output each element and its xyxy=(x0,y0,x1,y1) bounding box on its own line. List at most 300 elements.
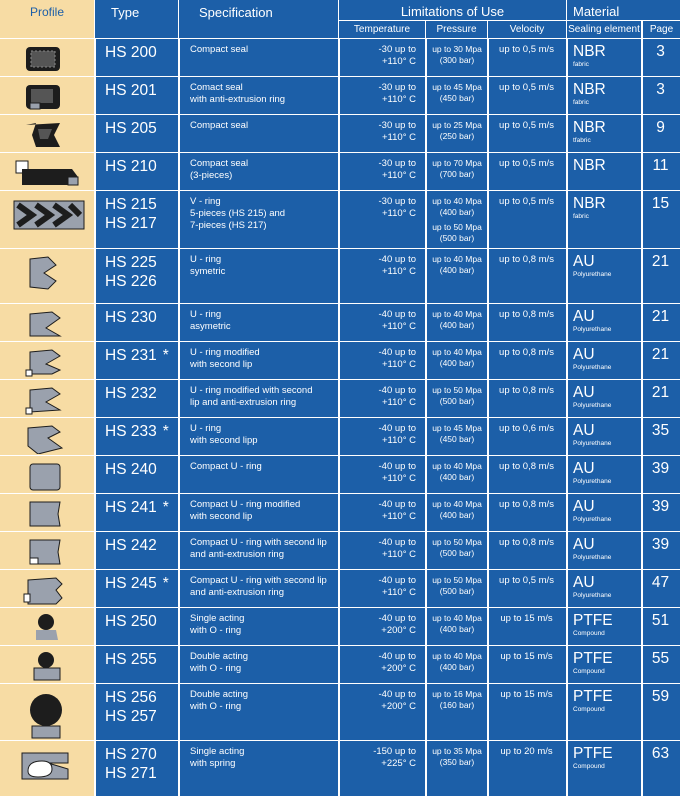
material-value: PTFE xyxy=(573,745,613,762)
specification-cell xyxy=(179,379,338,417)
spec-line: with O - ring xyxy=(190,625,242,636)
temp-line: -40 up to xyxy=(378,651,416,662)
pressure-line: up to 40 Mpa xyxy=(432,461,482,471)
pressure-line: up to 50 Mpa xyxy=(432,575,482,585)
table-row xyxy=(0,303,680,341)
pressure-line: up to 40 Mpa xyxy=(432,196,482,206)
profile-ptfe-double-acting-icon xyxy=(8,648,86,682)
spec-line: symetric xyxy=(190,266,226,277)
profile-cell xyxy=(0,569,94,607)
page-cell xyxy=(642,455,680,493)
temperature-cell xyxy=(339,740,425,796)
velocity-value: up to 15 m/s xyxy=(500,651,553,662)
material-cell xyxy=(567,152,641,190)
velocity-cell xyxy=(488,114,566,152)
type-line: HS 270 xyxy=(105,746,157,763)
pressure-line: (300 bar) xyxy=(439,55,475,65)
specification-cell xyxy=(179,190,338,248)
material-cell xyxy=(567,607,641,645)
temp-line: -150 up to xyxy=(373,746,416,757)
temp-line: +200° C xyxy=(381,625,416,636)
pressure-line: up to 50 Mpa xyxy=(432,385,482,395)
type-line: HS 210 xyxy=(105,158,157,175)
pressure-cell xyxy=(426,645,487,683)
type-value xyxy=(105,43,157,62)
page-number: 21 xyxy=(651,308,670,325)
type-value xyxy=(105,384,157,403)
velocity-value: up to 15 m/s xyxy=(500,689,553,700)
page-number: 15 xyxy=(651,195,670,212)
temperature-cell xyxy=(339,76,425,114)
material-value: AU xyxy=(573,574,595,591)
page-cell xyxy=(642,152,680,190)
specification-cell xyxy=(179,341,338,379)
pressure-line: up to 50 Mpa xyxy=(432,222,482,232)
type-value xyxy=(105,460,157,479)
table-row xyxy=(0,531,680,569)
pressure-line: (400 bar) xyxy=(439,358,475,368)
page-cell xyxy=(642,190,680,248)
type-value xyxy=(105,498,169,517)
spec-line: Compact U - ring modified xyxy=(190,499,301,510)
type-line: HS 201 xyxy=(105,82,157,99)
specification-cell xyxy=(179,455,338,493)
table-row xyxy=(0,114,680,152)
spec-line: Double acting xyxy=(190,689,249,700)
pressure-cell xyxy=(426,190,487,248)
velocity-cell xyxy=(488,248,566,303)
table-row xyxy=(0,645,680,683)
spec-line: and anti-extrusion ring xyxy=(190,549,284,560)
material-header: Material xyxy=(567,0,680,20)
type-line: HS 242 xyxy=(105,537,157,554)
profile-cell xyxy=(0,248,94,303)
profile-header: Profile xyxy=(0,0,94,38)
spec-line: (3-pieces) xyxy=(190,170,233,181)
type-line: HS 230 xyxy=(105,309,157,326)
pressure-line: (400 bar) xyxy=(439,265,475,275)
material-value: AU xyxy=(573,422,595,439)
profile-cell xyxy=(0,455,94,493)
pressure-line: (400 bar) xyxy=(439,472,475,482)
table-row xyxy=(0,683,680,740)
spec-line: Double acting xyxy=(190,651,249,662)
velocity-value: up to 20 m/s xyxy=(500,746,553,757)
material-value: NBR xyxy=(573,81,606,98)
profile-cell xyxy=(0,417,94,455)
velocity-cell xyxy=(488,569,566,607)
specification-cell xyxy=(179,683,338,740)
profile-cell xyxy=(0,341,94,379)
velocity-value: up to 0,8 m/s xyxy=(499,347,554,358)
page-number: 47 xyxy=(651,574,670,591)
temp-line: -40 up to xyxy=(378,461,416,472)
material-value: AU xyxy=(573,536,595,553)
page-cell xyxy=(642,76,680,114)
temp-line: -40 up to xyxy=(378,254,416,265)
type-cell xyxy=(95,379,178,417)
spec-line: with spring xyxy=(190,758,236,769)
profile-compact-seal-anti-extrusion-icon xyxy=(8,79,86,113)
pressure-line: up to 40 Mpa xyxy=(432,347,482,357)
specification-cell xyxy=(179,303,338,341)
pressure-line: (450 bar) xyxy=(439,93,475,103)
profile-cell xyxy=(0,38,94,76)
type-cell xyxy=(95,740,178,796)
velocity-value: up to 0,6 m/s xyxy=(499,423,554,434)
profile-cell xyxy=(0,531,94,569)
type-line: HS 256 xyxy=(105,689,157,706)
pressure-line: up to 40 Mpa xyxy=(432,309,482,319)
pressure-cell xyxy=(426,379,487,417)
velocity-cell xyxy=(488,76,566,114)
spec-line: U - ring xyxy=(190,254,222,265)
pressure-cell xyxy=(426,303,487,341)
type-value xyxy=(105,346,169,365)
type-cell xyxy=(95,38,178,76)
material-value: NBR xyxy=(573,43,606,60)
sealing-element-header: Sealing element xyxy=(567,20,641,38)
profile-cell xyxy=(0,493,94,531)
temp-line: -40 up to xyxy=(378,385,416,396)
type-line: HS 250 xyxy=(105,613,157,630)
material-subtype: Compound xyxy=(573,763,605,770)
temp-line: +110° C xyxy=(382,132,416,143)
material-cell xyxy=(567,76,641,114)
pressure-cell xyxy=(426,114,487,152)
specification-cell xyxy=(179,417,338,455)
pressure-line: up to 40 Mpa xyxy=(432,499,482,509)
material-value: AU xyxy=(573,498,595,515)
page-cell xyxy=(642,114,680,152)
table-row xyxy=(0,248,680,303)
table-row xyxy=(0,190,680,248)
material-cell xyxy=(567,531,641,569)
type-cell xyxy=(95,531,178,569)
spec-line: Comact seal xyxy=(190,82,243,93)
profile-compact-u-ring-lips-anti-extrusion-icon xyxy=(8,572,86,606)
profile-compact-seal-notched-icon xyxy=(8,117,86,151)
type-cell xyxy=(95,152,178,190)
temp-line: +110° C xyxy=(382,435,416,446)
velocity-cell xyxy=(488,303,566,341)
profile-cell xyxy=(0,114,94,152)
page-cell xyxy=(642,417,680,455)
specification-cell xyxy=(179,248,338,303)
page-number: 39 xyxy=(651,460,670,477)
type-cell xyxy=(95,248,178,303)
pressure-line: (450 bar) xyxy=(439,434,475,444)
temperature-cell xyxy=(339,303,425,341)
pressure-line: (500 bar) xyxy=(439,233,475,243)
spec-line: 5-pieces (HS 215) and xyxy=(190,208,286,219)
pressure-line: (400 bar) xyxy=(439,624,475,634)
material-cell xyxy=(567,455,641,493)
specification-cell xyxy=(179,493,338,531)
material-subtype: Polyurethane xyxy=(573,271,612,278)
temp-line: +110° C xyxy=(382,587,416,598)
temp-line: +110° C xyxy=(382,473,416,484)
type-value xyxy=(105,119,157,138)
temp-line: -40 up to xyxy=(378,309,416,320)
material-cell xyxy=(567,740,641,796)
temp-line: +110° C xyxy=(382,170,416,181)
velocity-value: up to 0,5 m/s xyxy=(499,82,554,93)
specification-cell xyxy=(179,607,338,645)
pressure-line: up to 40 Mpa xyxy=(432,651,482,661)
spec-line: with O - ring xyxy=(190,663,242,674)
page-cell xyxy=(642,569,680,607)
table-row xyxy=(0,493,680,531)
table-row xyxy=(0,379,680,417)
page-number: 55 xyxy=(651,650,670,667)
material-cell xyxy=(567,379,641,417)
page-number: 3 xyxy=(656,81,665,98)
temp-line: -40 up to xyxy=(378,689,416,700)
profile-v-ring-stack-icon xyxy=(8,193,86,247)
specification-cell xyxy=(179,645,338,683)
type-value xyxy=(105,745,157,783)
pressure-line: (250 bar) xyxy=(439,131,475,141)
spec-line: with second lipp xyxy=(190,435,258,446)
spec-line: with O - ring xyxy=(190,701,242,712)
type-line: HS 226 xyxy=(105,273,157,290)
material-value: PTFE xyxy=(573,612,613,629)
page-cell xyxy=(642,341,680,379)
material-subtype: Polyurethane xyxy=(573,364,612,371)
temperature-cell xyxy=(339,190,425,248)
spec-line: Compact seal xyxy=(190,44,249,55)
material-value: AU xyxy=(573,460,595,477)
profile-compact-u-ring-icon xyxy=(8,458,86,492)
type-value xyxy=(105,81,157,100)
material-value: AU xyxy=(573,346,595,363)
temp-line: +110° C xyxy=(382,397,416,408)
pressure-cell xyxy=(426,683,487,740)
pressure-line: up to 35 Mpa xyxy=(432,746,482,756)
type-value xyxy=(105,574,169,593)
spec-line: U - ring xyxy=(190,423,222,434)
material-value: PTFE xyxy=(573,688,613,705)
pressure-cell xyxy=(426,740,487,796)
velocity-cell xyxy=(488,531,566,569)
temp-line: -40 up to xyxy=(378,423,416,434)
spec-line: Compact seal xyxy=(190,120,249,131)
material-cell xyxy=(567,493,641,531)
temperature-cell xyxy=(339,248,425,303)
page-number: 21 xyxy=(651,253,670,270)
spec-line: with anti-extrusion ring xyxy=(190,94,286,105)
profile-cell xyxy=(0,607,94,645)
velocity-cell xyxy=(488,607,566,645)
table-row xyxy=(0,569,680,607)
specification-cell xyxy=(179,569,338,607)
material-subtype: tfabric xyxy=(573,137,591,144)
material-subtype: fabric xyxy=(573,213,589,220)
page-number: 21 xyxy=(651,346,670,363)
pressure-line: up to 70 Mpa xyxy=(432,158,482,168)
pressure-cell xyxy=(426,152,487,190)
type-cell xyxy=(95,303,178,341)
pressure-cell xyxy=(426,76,487,114)
spec-line: with second lip xyxy=(190,511,253,522)
velocity-value: up to 15 m/s xyxy=(500,613,553,624)
temperature-cell xyxy=(339,683,425,740)
spec-line: and anti-extrusion ring xyxy=(190,587,284,598)
pressure-cell xyxy=(426,607,487,645)
temp-line: -40 up to xyxy=(378,575,416,586)
material-cell xyxy=(567,38,641,76)
temp-line: +110° C xyxy=(382,208,416,219)
modified-marker: * xyxy=(162,347,169,364)
type-cell xyxy=(95,607,178,645)
table-row xyxy=(0,152,680,190)
specification-cell xyxy=(179,152,338,190)
profile-ptfe-double-acting-large-icon xyxy=(8,686,86,739)
page-cell xyxy=(642,607,680,645)
velocity-cell xyxy=(488,493,566,531)
velocity-value: up to 0,5 m/s xyxy=(499,575,554,586)
profile-cell xyxy=(0,76,94,114)
profile-compact-seal-icon xyxy=(8,41,86,75)
page-number: 59 xyxy=(651,688,670,705)
temp-line: -30 up to xyxy=(378,120,416,131)
pressure-line: up to 30 Mpa xyxy=(432,44,482,54)
temperature-cell xyxy=(339,379,425,417)
velocity-cell xyxy=(488,341,566,379)
material-value: NBR xyxy=(573,195,606,212)
velocity-cell xyxy=(488,683,566,740)
material-cell xyxy=(567,417,641,455)
page-number: 21 xyxy=(651,384,670,401)
temp-line: -30 up to xyxy=(378,44,416,55)
pressure-cell xyxy=(426,455,487,493)
velocity-value: up to 0,5 m/s xyxy=(499,44,554,55)
pressure-line: (500 bar) xyxy=(439,586,475,596)
type-value xyxy=(105,253,157,291)
temp-line: -40 up to xyxy=(378,613,416,624)
type-cell xyxy=(95,114,178,152)
material-subtype: Polyurethane xyxy=(573,554,612,561)
page-number: 63 xyxy=(651,745,670,762)
limitations-header: Limitations of Use xyxy=(339,0,566,20)
temp-line: -40 up to xyxy=(378,537,416,548)
type-cell xyxy=(95,493,178,531)
velocity-value: up to 0,8 m/s xyxy=(499,461,554,472)
specification-cell xyxy=(179,38,338,76)
spec-line: Compact U - ring with second lip xyxy=(190,575,327,586)
type-cell xyxy=(95,683,178,740)
specification-cell xyxy=(179,76,338,114)
profile-cell xyxy=(0,379,94,417)
page-cell xyxy=(642,248,680,303)
spec-line: Compact seal xyxy=(190,158,249,169)
profile-cell xyxy=(0,303,94,341)
pressure-line: (400 bar) xyxy=(439,207,475,217)
temperature-cell xyxy=(339,152,425,190)
temp-line: +110° C xyxy=(382,321,416,332)
profile-u-ring-double-lip-icon xyxy=(8,420,86,454)
profile-compact-u-ring-second-lip-icon xyxy=(8,496,86,530)
modified-marker: * xyxy=(162,575,169,592)
type-value xyxy=(105,612,157,631)
pressure-line: (400 bar) xyxy=(439,662,475,672)
material-subtype: Polyurethane xyxy=(573,478,612,485)
temperature-cell xyxy=(339,114,425,152)
profile-cell xyxy=(0,190,94,248)
pressure-line: up to 40 Mpa xyxy=(432,613,482,623)
spec-line: with second lip xyxy=(190,359,253,370)
velocity-cell xyxy=(488,190,566,248)
profile-cell xyxy=(0,645,94,683)
modified-marker: * xyxy=(162,499,169,516)
spec-line: U - ring xyxy=(190,309,222,320)
type-line: HS 225 xyxy=(105,254,157,271)
material-cell xyxy=(567,114,641,152)
velocity-cell xyxy=(488,645,566,683)
temperature-cell xyxy=(339,607,425,645)
profile-spring-energized-seal-icon xyxy=(8,743,86,795)
velocity-value: up to 0,5 m/s xyxy=(499,158,554,169)
type-cell xyxy=(95,417,178,455)
page-number: 35 xyxy=(651,422,670,439)
type-value xyxy=(105,157,157,176)
material-subtype: Compound xyxy=(573,706,605,713)
spec-line: lip and anti-extrusion ring xyxy=(190,397,297,408)
page-cell xyxy=(642,531,680,569)
pressure-line: (500 bar) xyxy=(439,548,475,558)
material-subtype: Polyurethane xyxy=(573,402,612,409)
page-cell xyxy=(642,303,680,341)
temperature-cell xyxy=(339,569,425,607)
type-header: Type xyxy=(95,0,178,38)
type-line: HS 255 xyxy=(105,651,157,668)
material-subtype: Polyurethane xyxy=(573,440,612,447)
page-number: 3 xyxy=(656,43,665,60)
velocity-header: Velocity xyxy=(488,20,566,38)
temperature-cell xyxy=(339,417,425,455)
material-cell xyxy=(567,645,641,683)
spec-line: U - ring modified with second xyxy=(190,385,313,396)
page-cell xyxy=(642,740,680,796)
profile-u-ring-second-lip-icon xyxy=(8,344,86,378)
spec-line: V - ring xyxy=(190,196,221,207)
page-cell xyxy=(642,38,680,76)
pressure-line: (160 bar) xyxy=(439,700,475,710)
pressure-line: (700 bar) xyxy=(439,169,475,179)
velocity-value: up to 0,5 m/s xyxy=(499,196,554,207)
pressure-line: up to 40 Mpa xyxy=(432,254,482,264)
temp-line: +225° C xyxy=(381,758,416,769)
type-cell xyxy=(95,190,178,248)
pressure-header: Pressure xyxy=(426,20,487,38)
type-line: HS 241 * xyxy=(105,499,169,516)
velocity-cell xyxy=(488,38,566,76)
pressure-line: (350 bar) xyxy=(439,757,475,767)
material-cell xyxy=(567,569,641,607)
material-cell xyxy=(567,683,641,740)
spec-line: U - ring modified xyxy=(190,347,260,358)
profile-u-ring-anti-extrusion-icon xyxy=(8,382,86,416)
material-cell xyxy=(567,303,641,341)
pressure-line: (500 bar) xyxy=(439,396,475,406)
spec-line: Single acting xyxy=(190,746,245,757)
material-value: NBR xyxy=(573,119,606,136)
temp-line: -30 up to xyxy=(378,158,416,169)
material-cell xyxy=(567,341,641,379)
temp-line: +110° C xyxy=(382,359,416,370)
spec-line: Compact U - ring xyxy=(190,461,262,472)
